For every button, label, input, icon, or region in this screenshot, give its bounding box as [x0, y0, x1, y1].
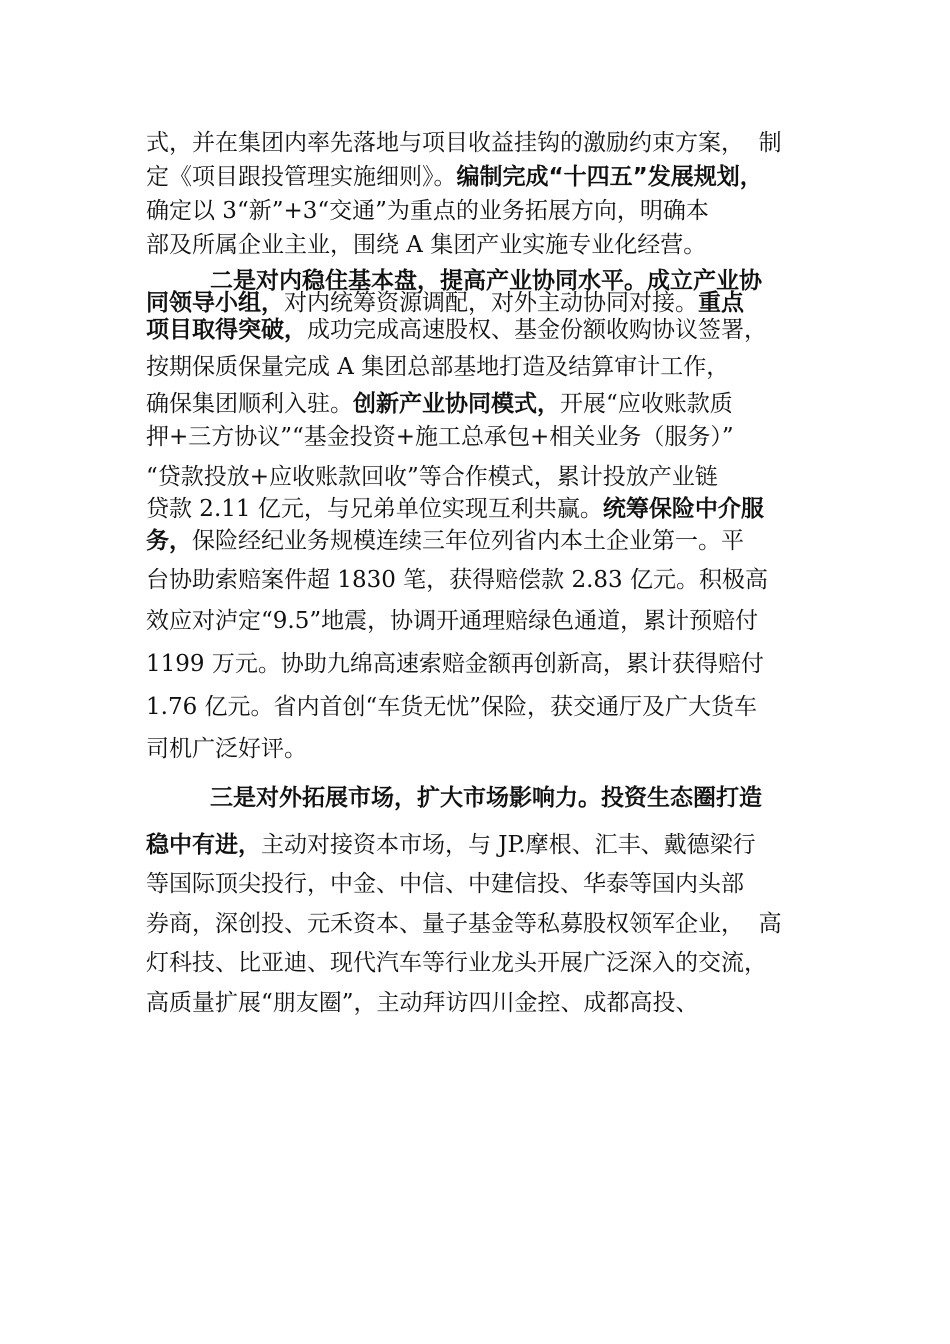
text-run-bold: 三是对外拓展市场，扩大市场影响力。投资生态圈打造 — [146, 785, 763, 811]
text-run: 开展“应收账款质 — [560, 391, 733, 417]
text-line — [146, 988, 699, 1018]
text-run-bold: 统筹保险中介服 — [602, 496, 764, 522]
text-line — [146, 422, 734, 452]
text-run: 1.76 亿元。省内首创“车货无忧”保险，获交通厅及广大货车 — [146, 694, 758, 720]
text-run: 司机广泛好评。 — [146, 736, 307, 762]
text-run: 保险经纪业务规模连续三年位列省内本土企业第一。平 — [192, 528, 744, 554]
text-run: 主动对接资本市场，与 JP.摩根、汇丰、戴德梁行 — [261, 832, 756, 858]
text-run: 部及所属企业主业，围绕 A 集团产业实施专业化经营。 — [146, 232, 707, 258]
text-line — [146, 462, 718, 492]
text-run-bold: 二是对内稳住基本盘，提高产业协同水平。成立产业协 — [146, 268, 763, 294]
text-run: 券商，深创投、元禾资本、量子基金等私募股权领军企业， 高 — [146, 911, 782, 937]
text-line — [146, 196, 709, 226]
text-line — [146, 565, 768, 595]
text-line — [146, 315, 767, 345]
text-run-bold: 务， — [146, 528, 192, 554]
text-line — [146, 649, 764, 679]
text-line — [146, 869, 744, 899]
text-line — [146, 288, 744, 318]
text-run-bold: 创新产业协同模式， — [353, 391, 560, 417]
text-line — [146, 389, 733, 419]
text-run: 效应对泸定“9.5”地震，协调开通理赔绿色通道，累计预赔付 — [146, 608, 759, 634]
section-heading — [146, 783, 762, 813]
text-run: 确保集团顺利入驻。 — [146, 391, 353, 417]
text-run: 高质量扩展“朋友圈”，主动拜访四川金控、成都高投、 — [146, 990, 699, 1016]
text-line — [146, 526, 744, 556]
text-run: 定《项目跟投管理实施细则》。 — [146, 164, 457, 190]
text-run: “贷款投放+应收账款回收”等合作模式，累计投放产业链 — [146, 464, 718, 490]
text-line — [146, 909, 782, 939]
text-line — [146, 734, 307, 764]
text-line — [146, 830, 756, 860]
text-run: 按期保质保量完成 A 集团总部基地打造及结算审计工作， — [146, 354, 730, 380]
text-line — [146, 162, 763, 192]
text-line — [146, 128, 782, 158]
text-run: 押+三方协议”“基金投资+施工总承包+相关业务（服务）” — [146, 424, 734, 450]
text-run: 1199 万元。协助九绵高速索赔金额再创新高，累计获得赔付 — [146, 651, 764, 677]
text-run: 式，并在集团内率先落地与项目收益挂钩的激励约束方案， 制 — [146, 130, 782, 156]
text-line — [146, 948, 767, 978]
text-run-bold: 项目取得突破， — [146, 317, 307, 343]
text-run: 贷款 2.11 亿元，与兄弟单位实现互利共赢。 — [146, 496, 603, 522]
text-run: 确定以 3“新”+3“交通”为重点的业务拓展方向，明确本 — [146, 198, 709, 224]
text-run-bold: 同领导小组， — [146, 290, 284, 316]
text-run-bold: 编制完成“十四五”发展规划， — [456, 164, 763, 190]
text-run-bold: 重点 — [698, 290, 744, 316]
text-line — [146, 352, 729, 382]
text-run: 等国际顶尖投行，中金、中信、中建信投、华泰等国内头部 — [146, 871, 744, 897]
text-line — [146, 230, 706, 260]
text-run-bold: 稳中有进， — [146, 832, 261, 858]
text-line — [146, 606, 758, 636]
text-run: 台协助索赔案件超 1830 笔，获得赔偿款 2.83 亿元。积极高 — [146, 567, 768, 593]
text-line — [146, 494, 764, 524]
text-run: 成功完成高速股权、基金份额收购协议签署， — [307, 317, 767, 343]
text-line — [146, 692, 757, 722]
text-run: 灯科技、比亚迪、现代汽车等行业龙头开展广泛深入的交流， — [146, 950, 767, 976]
text-run: 对内统筹资源调配，对外主动协同对接。 — [284, 290, 698, 316]
